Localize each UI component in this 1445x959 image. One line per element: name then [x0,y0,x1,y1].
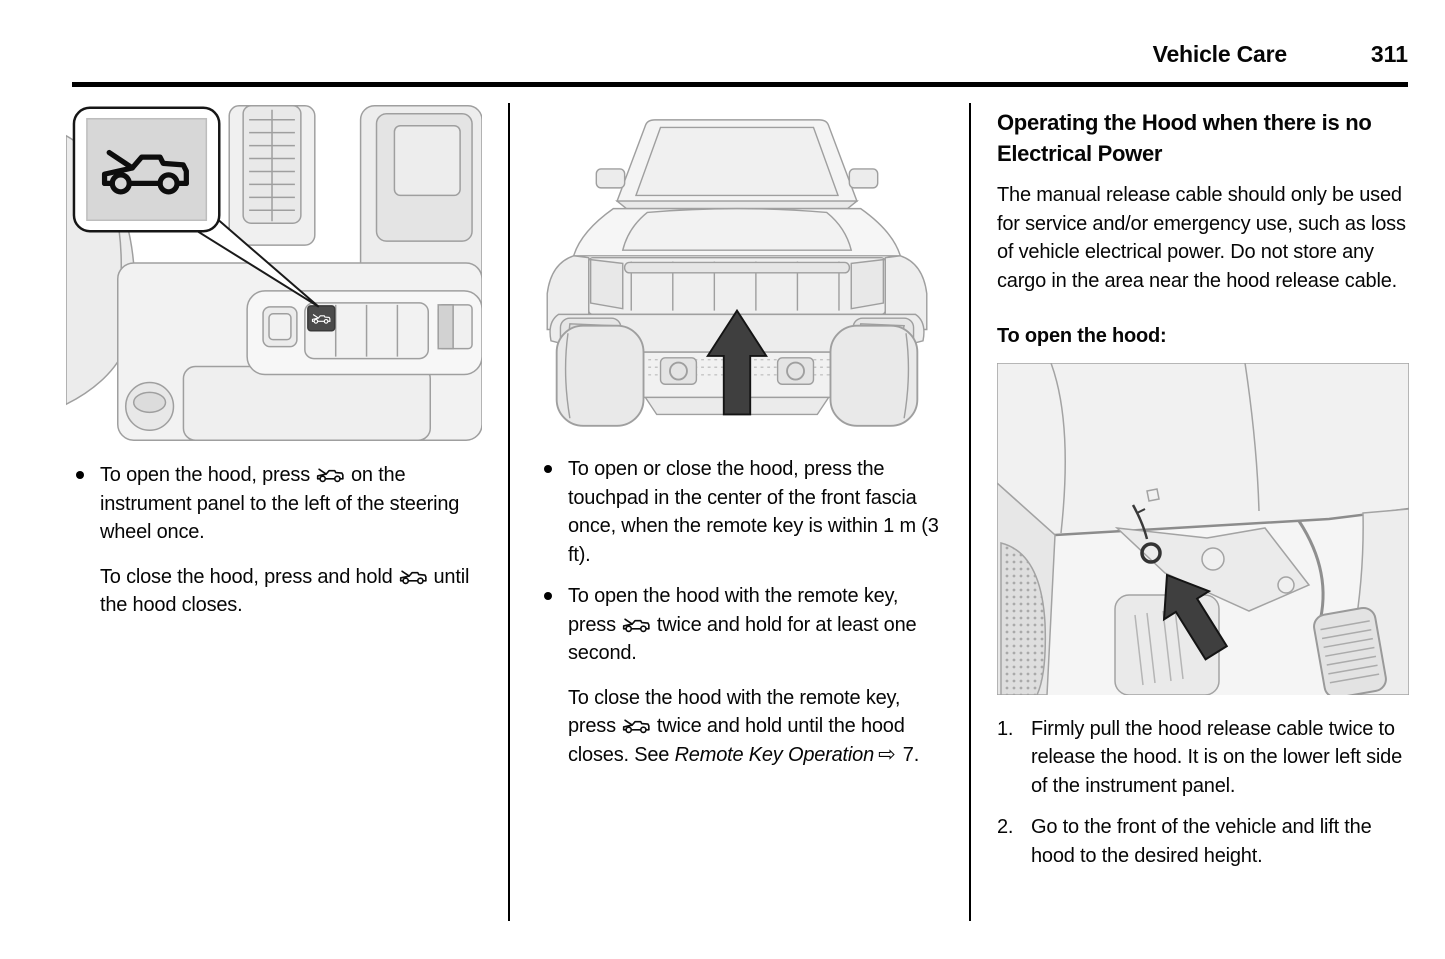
step-text: Go to the front of the vehicle and lift the hood to the desired height. [1031,816,1372,867]
vehicle-front-illustration [534,105,940,435]
footwell-illustration [997,363,1409,695]
section-title: Vehicle Care [1152,41,1287,67]
body-text: until the hood closes. [100,565,470,616]
paragraph [568,684,940,770]
body-text: To close the hood, press and hold [100,565,393,588]
bullet-icon [544,592,552,600]
bullet-text: To open or close the hood, press the touchpad in the center of the front fascia once, when the remote key is within 1 m (3 ft). [568,458,939,566]
body-text: on the instrument panel to the left of the steering wheel once. [100,464,460,543]
numbered-step [997,715,1409,801]
body-text: To open the hood with the remote key, press [568,585,899,636]
section-heading: Operating the Hood when there is no Electrical Power [997,110,1372,166]
body-text: twice and hold for at least one second. [568,613,917,664]
step-number: 2. [997,816,1014,838]
hood-release-icon [621,716,652,735]
step-text: Firmly pull the hood release cable twice to release the hood. It is on the lower left side of the instrument panel. [1031,717,1403,797]
hood-release-icon [398,567,429,586]
figure-hood-release-cable [997,363,1409,695]
instrument-panel-illustration [66,105,482,441]
body-text: To close the hood with the remote key, press [568,686,901,737]
header-rule [72,82,1408,87]
hood-release-icon [315,465,346,484]
cross-reference-page: 7. [902,743,920,766]
hood-symbol-callout [74,108,219,231]
cross-reference-title: Remote Key Operation [674,743,875,766]
bullet-icon [544,465,552,473]
list-item [66,461,482,547]
bullet-icon [76,471,84,479]
bullet-text [100,461,482,547]
column-divider-left [508,103,510,921]
column-middle [534,105,940,769]
numbered-step [997,813,1409,870]
cross-reference-arrow-icon: ⇨ [878,742,896,766]
list-item [534,455,940,569]
column-divider-right [969,103,971,921]
bullet-text [568,582,940,668]
body-text: To open the hood, press [100,464,310,486]
paragraph [100,563,482,620]
page-number: 311 [1370,41,1408,67]
body-text: twice and hold until the hood closes. See [568,715,905,766]
paragraph: The manual release cable should only be used for service and/or emergency use, such as loss of vehicle electrical power. Do not store any cargo in the area near the hood release cable. [997,184,1406,292]
figure-front-fascia-touchpad [534,105,940,435]
step-number: 1. [997,717,1014,740]
column-right [997,105,1409,883]
column-left [66,105,482,620]
list-item [534,582,940,668]
hood-release-icon [621,615,652,634]
figure-instrument-panel-hood-button [66,105,482,441]
subheading: To open the hood: [997,325,1167,347]
